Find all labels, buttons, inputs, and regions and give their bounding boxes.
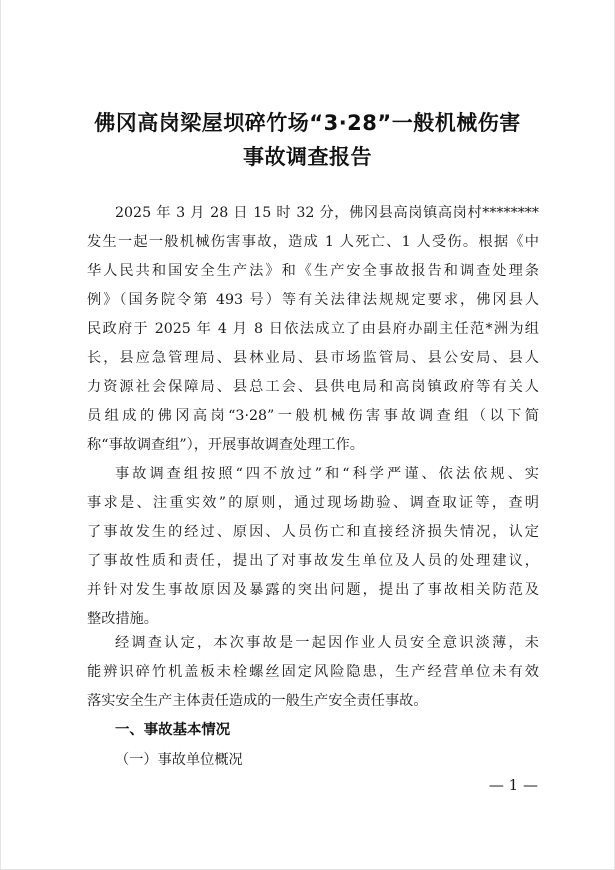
paragraph-1-line-3: 华人民共和国安全生产法》和《生产安全事故报告和调查处理条 — [87, 263, 539, 279]
paragraph-3-line-3: 落实安全生产主体责任造成的一般生产安全责任事故。 — [87, 693, 428, 709]
paragraph-1-line-5: 民政府于 2025 年 4 月 8 日依法成立了由县府办副主任范*洲为组 — [87, 321, 539, 337]
section-heading: 一、事故基本情况 — [115, 722, 231, 738]
paragraph-2-line-6: 整改措施。 — [87, 611, 158, 627]
paragraph-1-line-4: 例》（国务院令第 493 号）等有关法律法规规定要求，佛冈县人 — [87, 292, 539, 308]
paragraph-1-line-6: 长，县应急管理局、县林业局、县市场监管局、县公安局、县人 — [87, 350, 539, 366]
report-title-line-2: 事故调查报告 — [243, 145, 372, 169]
paragraph-2-line-2: 事求是、注重实效”的原则，通过现场勘验、调查取证等，查明 — [87, 495, 539, 511]
paragraph-3-line-1: 经调查认定，本次事故是一起因作业人员安全意识淡薄，未 — [115, 635, 539, 651]
paragraph-2-line-3: 了事故发生的经过、原因、人员伤亡和直接经济损失情况，认定 — [87, 524, 539, 540]
paragraph-1-line-8: 员组成的佛冈高岗“3·28”一般机械伤害事故调查组（以下简 — [87, 408, 539, 424]
paragraph-1-line-2: 发生一起一般机械伤害事故，造成 1 人死亡、1 人受伤。根据《中 — [87, 234, 539, 250]
paragraph-1-line-7: 力资源社会保障局、县总工会、县供电局和高岗镇政府等有关人 — [87, 379, 539, 395]
paragraph-3-line-2: 能辨识碎竹机盖板未栓螺丝固定风险隐患，生产经营单位未有效 — [87, 664, 539, 680]
subsection-heading: （一）事故单位概况 — [115, 752, 243, 768]
page-border-left — [0, 0, 1, 870]
paragraph-1-line-9: 称“事故调查组”），开展事故调查处理工作。 — [87, 437, 364, 453]
paragraph-1-line-1: 2025 年 3 月 28 日 15 时 32 分，佛冈县高岗镇高岗村******** — [115, 205, 539, 221]
paragraph-2-line-1: 事故调查组按照“四不放过”和“科学严谨、依法依规、实 — [115, 466, 539, 482]
page-number: — 1 — — [488, 776, 538, 794]
paragraph-2-line-5: 并针对发生事故原因及暴露的突出问题，提出了事故相关防范及 — [87, 582, 539, 598]
paragraph-2-line-4: 了事故性质和责任，提出了对事故发生单位及人员的处理建议， — [87, 553, 539, 569]
report-title-line-1: 佛冈高岗梁屋坝碎竹场“3·28”一般机械伤害 — [94, 111, 521, 135]
